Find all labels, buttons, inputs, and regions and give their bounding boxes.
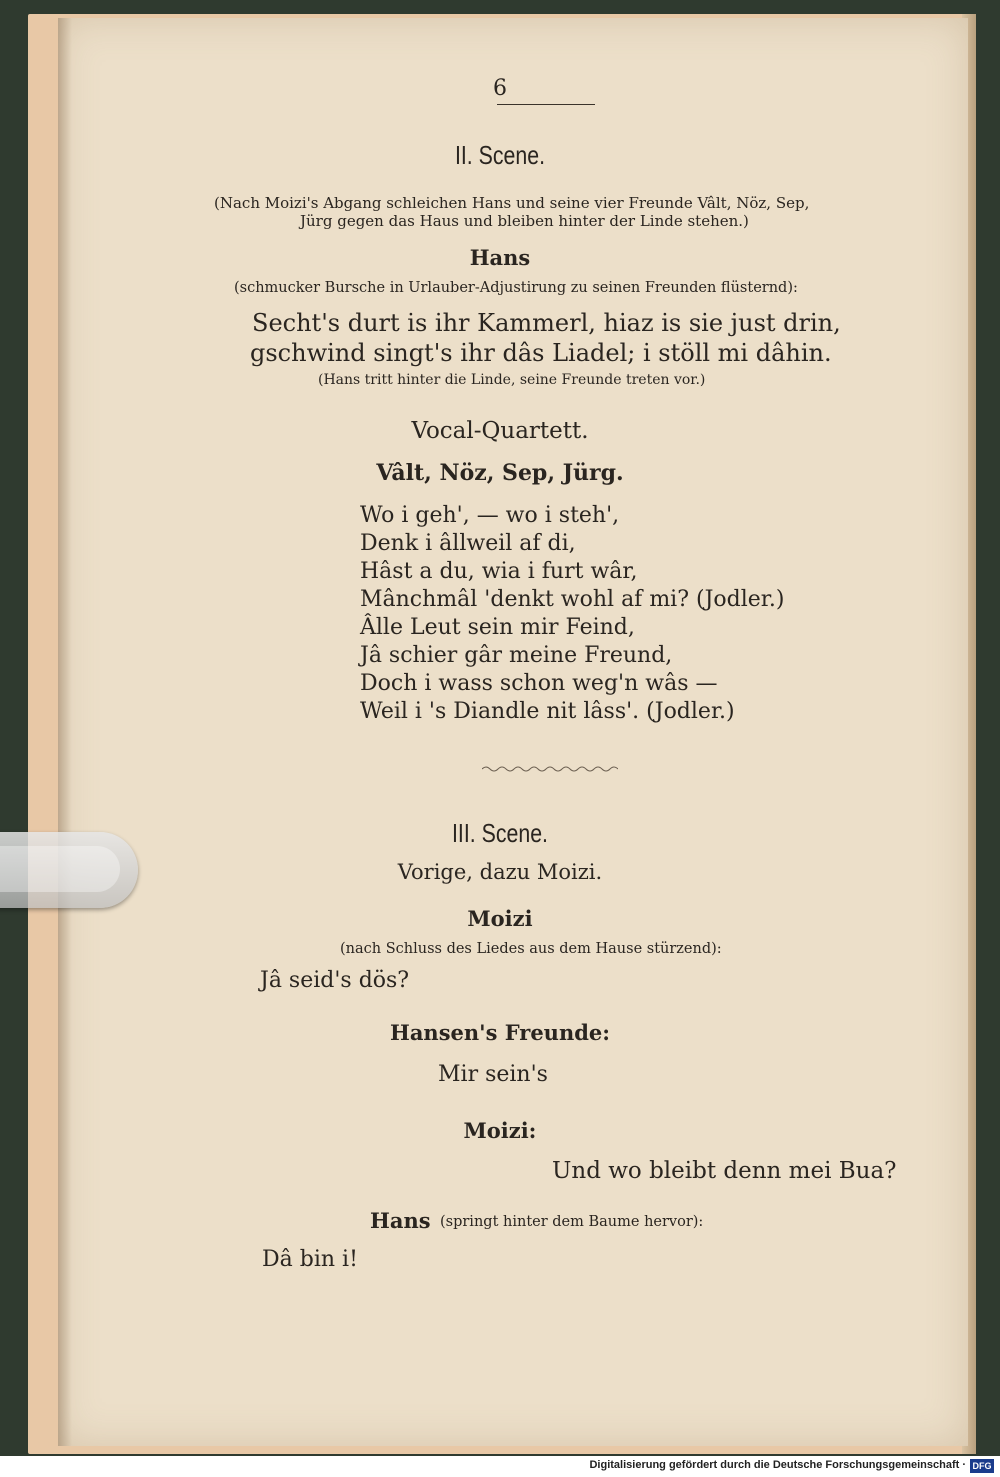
- dfg-logo-icon: DFG: [970, 1459, 994, 1473]
- song-line: Doch i wass schon weg'n wâs —: [360, 671, 718, 696]
- page-clip-highlight: [0, 846, 120, 892]
- exit-direction: (Hans tritt hinter die Linde, seine Freunde treten vor.): [318, 372, 706, 388]
- song-line: Weil i 's Diandle nit lâss'. (Jodler.): [360, 699, 735, 724]
- scene-2-stage-direction-2: Jürg gegen das Haus und bleiben hinter der Linde stehen.): [300, 212, 749, 230]
- speaker-moizi-direction: (nach Schluss des Liedes aus dem Hause stürzend):: [340, 941, 722, 957]
- hans-line-1: Secht's durt is ihr Kammerl, hiaz is sie just drin,: [252, 309, 841, 337]
- quartet-title: Vocal-Quartett.: [411, 418, 589, 444]
- moizi-line-1: Jâ seid's dös?: [260, 968, 410, 993]
- hans-line-2: gschwind singt's ihr dâs Liadel; i stöll mi dâhin.: [250, 339, 832, 367]
- quartet-speakers: Vâlt, Nöz, Sep, Jürg.: [376, 460, 624, 486]
- song-line: Jâ schier gâr meine Freund,: [360, 643, 673, 668]
- song-line: Mânchmâl 'denkt wohl af mi? (Jodler.): [360, 587, 785, 612]
- spine-shadow: [58, 18, 72, 1446]
- speaker-hans-2-direction: (springt hinter dem Baume hervor):: [440, 1214, 704, 1230]
- scene-2-stage-direction-1: (Nach Moizi's Abgang schleichen Hans und seine vier Freunde Vâlt, Nöz, Sep,: [214, 194, 810, 212]
- speaker-moizi-2: Moizi:: [463, 1118, 537, 1143]
- page-number: 6: [493, 76, 507, 101]
- song-line: Hâst a du, wia i furt wâr,: [360, 559, 638, 584]
- speaker-hans: Hans: [469, 245, 531, 270]
- speaker-hans-2: Hans: [370, 1208, 431, 1233]
- header-rule: [497, 104, 595, 105]
- freunde-line: Mir sein's: [438, 1062, 548, 1087]
- scene-3-subtitle: Vorige, dazu Moizi.: [397, 860, 603, 884]
- book-page: [58, 18, 968, 1446]
- hans-line-3: Dâ bin i!: [262, 1247, 358, 1272]
- footer-credit: Digitalisierung gefördert durch die Deutsche Forschungsgemeinschaft ·: [589, 1459, 966, 1471]
- speaker-hans-direction: (schmucker Bursche in Urlauber-Adjustirung zu seinen Freunden flüsternd):: [234, 280, 798, 296]
- scene-3-heading: III. Scene.: [451, 818, 548, 848]
- speaker-freunde: Hansen's Freunde:: [389, 1020, 611, 1045]
- song-line: Denk i âllweil af di,: [360, 531, 576, 556]
- moizi-line-2: Und wo bleibt denn mei Bua?: [552, 1158, 897, 1184]
- song-line: Âlle Leut sein mir Feind,: [360, 615, 635, 640]
- scene-2-heading: II. Scene.: [454, 140, 546, 170]
- section-divider-ornament: [482, 765, 618, 773]
- speaker-moizi: Moizi: [467, 906, 533, 931]
- song-line: Wo i geh', — wo i steh',: [360, 503, 620, 528]
